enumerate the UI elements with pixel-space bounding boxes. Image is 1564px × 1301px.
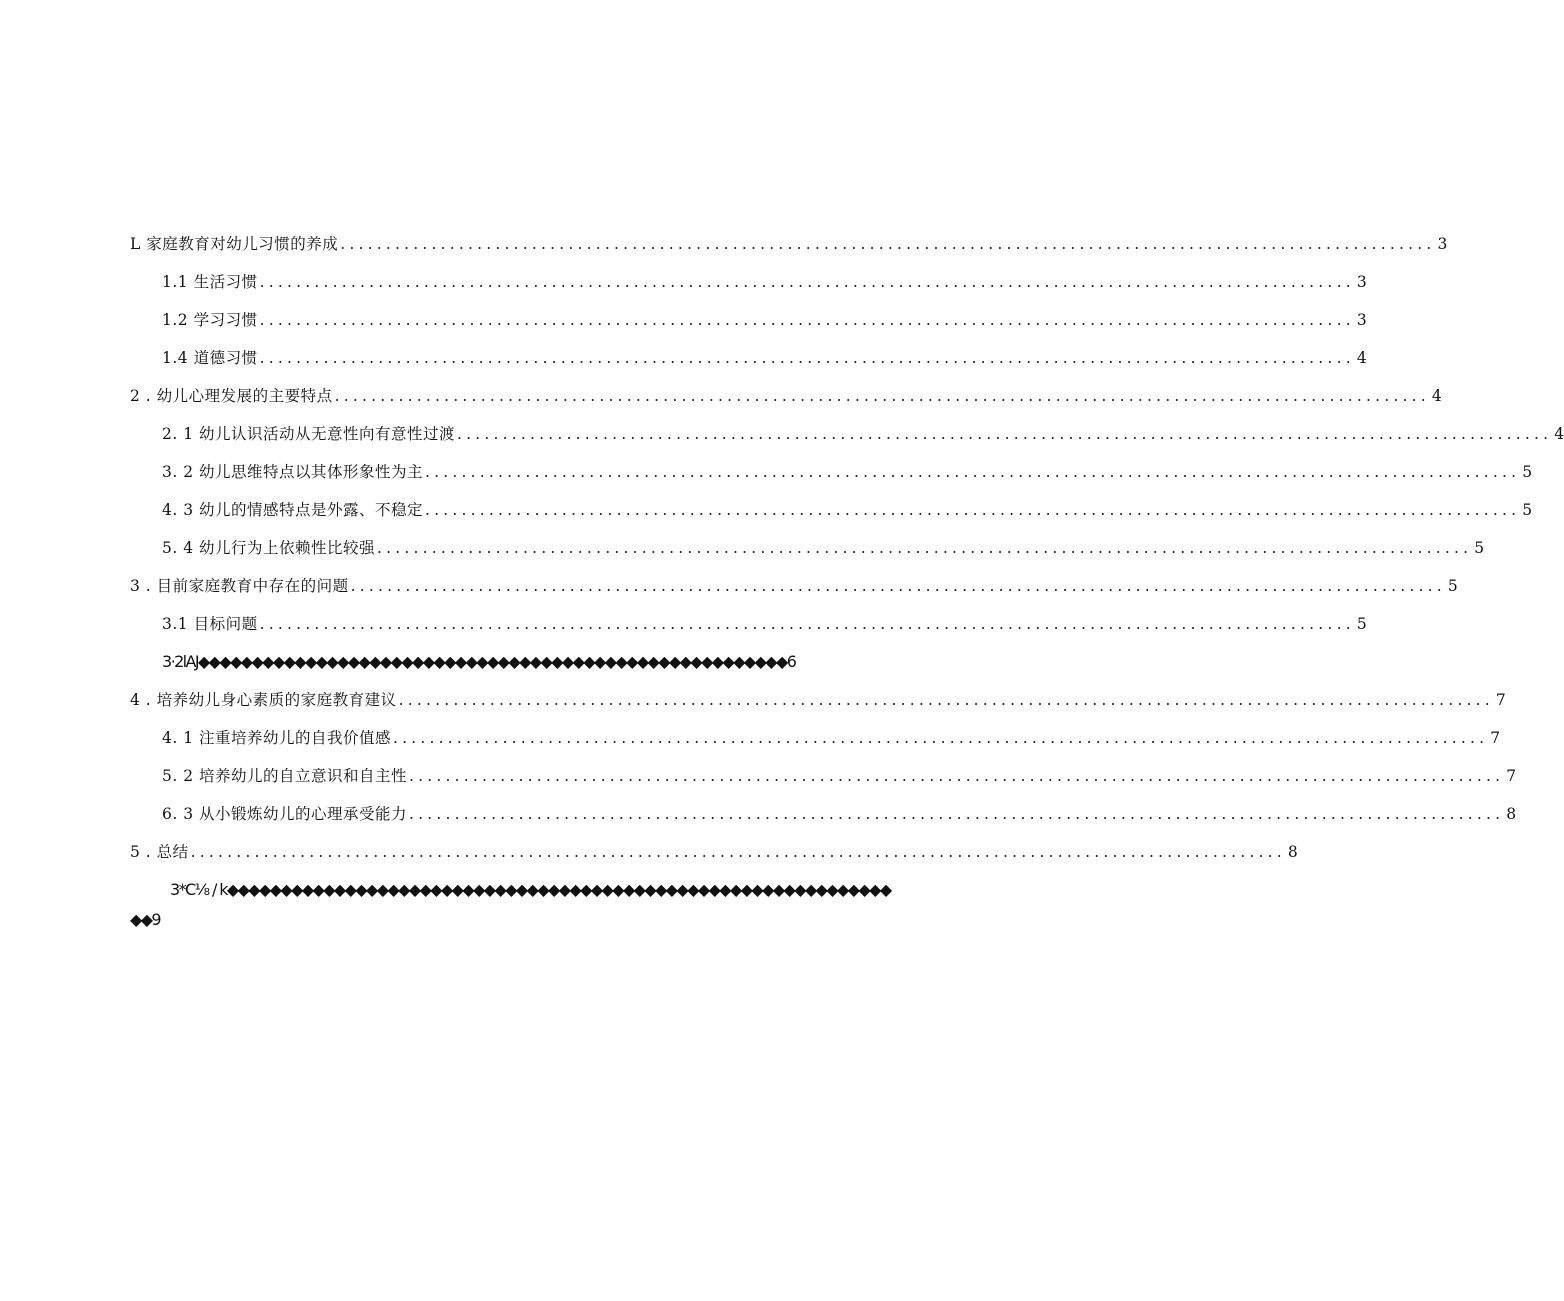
- toc-entry[interactable]: [162, 614, 1367, 634]
- dot-leader: ........................................................................................................................: [350, 577, 1446, 595]
- dot-leader: ........................................................................................................................: [377, 539, 1473, 557]
- toc-entry-page: 5: [1522, 501, 1533, 519]
- dot-leader: ........................................................................................................................: [425, 463, 1521, 481]
- toc-entry[interactable]: [130, 576, 1458, 596]
- toc-entry[interactable]: [162, 728, 1501, 748]
- toc-entry-page: 5: [1356, 615, 1367, 633]
- dot-leader: ........................................................................................................................: [340, 235, 1436, 253]
- toc-entry[interactable]: [162, 804, 1517, 824]
- toc-entry-label: L 家庭教育对幼儿习惯的养成: [130, 235, 339, 253]
- dot-leader: ........................................................................................................................: [425, 501, 1521, 519]
- toc-entry-label: 4. 3 幼儿的情感特点是外露、不稳定: [162, 501, 424, 519]
- toc-entry-page: 3: [1356, 273, 1367, 291]
- toc-entry-page: 5: [1447, 577, 1458, 595]
- toc-entry-label: 6. 3 从小锻炼幼儿的心理承受能力: [162, 805, 408, 823]
- toc-entry[interactable]: [130, 386, 1442, 406]
- toc-entry-page: 8: [1287, 843, 1298, 861]
- dot-leader: ........................................................................................................................: [409, 805, 1505, 823]
- toc-entry-label: 4. 1 注重培养幼儿的自我价值感: [162, 729, 392, 747]
- dot-leader: ........................................................................................................................: [393, 729, 1489, 747]
- toc-entry-label: 3.1 目标问题: [162, 615, 258, 633]
- dot-leader: ........................................................................................................................: [259, 273, 1355, 291]
- toc-entry-label: 2. 1 幼儿认识活动从无意性向有意性过渡: [162, 425, 456, 443]
- dot-leader: ........................................................................................................................: [190, 843, 1286, 861]
- toc-entry[interactable]: [162, 272, 1367, 292]
- toc-entry[interactable]: [162, 766, 1517, 786]
- toc-entry[interactable]: [162, 538, 1485, 558]
- toc-entry-page: 7: [1506, 767, 1517, 785]
- toc-entry-label: 2 . 幼儿心理发展的主要特点: [130, 387, 333, 405]
- dot-leader: ........................................................................................................................: [457, 425, 1553, 443]
- toc-entry[interactable]: [162, 424, 1564, 444]
- toc-entry-label: 3 . 目前家庭教育中存在的问题: [130, 577, 349, 595]
- toc-entry[interactable]: [130, 690, 1506, 710]
- toc-entry-garbled-continuation: ◆◆9: [130, 910, 160, 929]
- toc-entry-garbled[interactable]: 3·2lAJ◆◆◆◆◆◆◆◆◆◆◆◆◆◆◆◆◆◆◆◆◆◆◆◆◆◆◆◆◆◆◆◆◆◆◆◆◆◆◆◆◆◆◆◆◆◆◆◆◆◆◆◆◆◆◆6: [162, 652, 796, 671]
- toc-entry-page: 5: [1522, 463, 1533, 481]
- toc-entry-label: 1.4 道德习惯: [162, 349, 258, 367]
- dot-leader: ........................................................................................................................: [409, 767, 1505, 785]
- toc-entry-label: 1.2 学习习惯: [162, 311, 258, 329]
- toc-entry[interactable]: [162, 348, 1367, 368]
- toc-entry[interactable]: [162, 500, 1533, 520]
- toc-entry-page: 4: [1554, 425, 1564, 443]
- toc-entry-label: 5 . 总结: [130, 843, 189, 861]
- toc-entry-page: 5: [1474, 539, 1485, 557]
- toc-entry[interactable]: [162, 462, 1533, 482]
- toc-entry[interactable]: [162, 310, 1367, 330]
- toc-entry-page: 4: [1431, 387, 1442, 405]
- dot-leader: ........................................................................................................................: [259, 311, 1355, 329]
- dot-leader: ........................................................................................................................: [334, 387, 1430, 405]
- toc-entry-page: 3: [1356, 311, 1367, 329]
- toc-entry-label: 4 . 培养幼儿身心素质的家庭教育建议: [130, 691, 397, 709]
- toc-entry-garbled[interactable]: 3*C⅛ / k◆◆◆◆◆◆◆◆◆◆◆◆◆◆◆◆◆◆◆◆◆◆◆◆◆◆◆◆◆◆◆◆◆◆◆◆◆◆◆◆◆◆◆◆◆◆◆◆◆◆◆◆◆◆◆◆◆◆◆◆◆◆: [170, 880, 891, 899]
- toc-entry-label: 1.1 生活习惯: [162, 273, 258, 291]
- toc-entry-label: 3. 2 幼儿思维特点以其体形象性为主: [162, 463, 424, 481]
- toc-entry-page: 4: [1356, 349, 1367, 367]
- toc-entry-page: 8: [1506, 805, 1517, 823]
- toc-entry[interactable]: [130, 842, 1298, 862]
- dot-leader: ........................................................................................................................: [398, 691, 1494, 709]
- toc-entry-label: 5. 2 培养幼儿的自立意识和自主性: [162, 767, 408, 785]
- toc-entry-page: 3: [1437, 235, 1448, 253]
- toc-entry-page: 7: [1490, 729, 1501, 747]
- dot-leader: ........................................................................................................................: [259, 615, 1355, 633]
- toc-entry-page: 7: [1495, 691, 1506, 709]
- dot-leader: ........................................................................................................................: [259, 349, 1355, 367]
- toc-entry-label: 5. 4 幼儿行为上依赖性比较强: [162, 539, 376, 557]
- toc-entry[interactable]: [130, 234, 1448, 254]
